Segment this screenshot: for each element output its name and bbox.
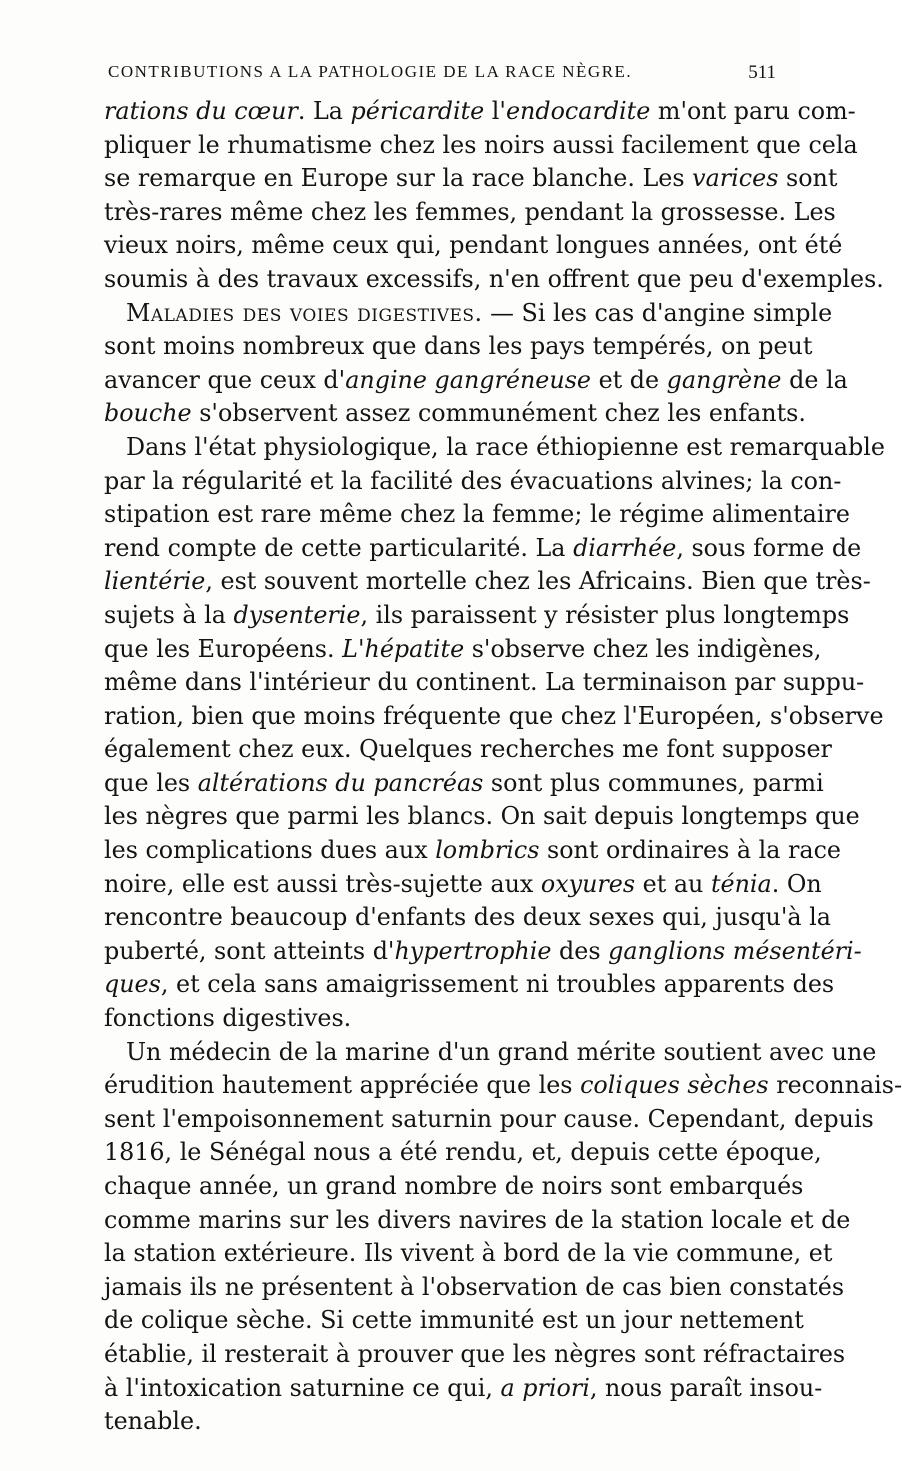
text-run: sont moins nombreux que dans les pays tempérés, on peut <box>104 332 813 361</box>
italic-term: ques <box>104 970 161 999</box>
text-line <box>104 868 822 902</box>
text-line <box>104 1204 851 1238</box>
text-run: soumis à des travaux excessifs, n'en offrent que peu d'exemples. <box>104 264 884 293</box>
text-line <box>104 1338 846 1372</box>
text-run: tenable. <box>104 1407 202 1436</box>
text-run: , sous forme de <box>676 533 862 562</box>
text-run: des <box>551 936 609 965</box>
text-line <box>104 129 858 163</box>
italic-term: lombrics <box>435 836 540 865</box>
text-run: très-rares même chez les femmes, pendant la grossesse. Les <box>104 197 836 226</box>
text-run: les nègres que parmi les blancs. On sait depuis longtemps que <box>104 802 860 831</box>
text-run: — Si les cas d'angine simple <box>482 298 833 327</box>
text-run: Un médecin de la marine d'un grand mérite soutient avec une <box>126 1037 877 1066</box>
text-line <box>104 968 835 1002</box>
text-run: reconnais- <box>768 1071 902 1100</box>
text-run: sont ordinaires à la race <box>539 836 842 865</box>
text-run: que les <box>104 768 198 797</box>
text-run: jamais ils ne présentent à l'observation de cas bien constatés <box>104 1272 845 1301</box>
italic-term: ténia <box>710 869 772 898</box>
text-run: sont <box>778 164 838 193</box>
text-run: , est souvent mortelle chez les Africains. Bien que très- <box>205 567 871 596</box>
text-line <box>104 330 813 364</box>
text-run: également chez eux. Quelques recherches me font supposer <box>104 735 832 764</box>
text-run: , nous paraît insou- <box>589 1373 823 1402</box>
text-line <box>104 498 850 532</box>
italic-term: coliques sèches <box>580 1071 769 1100</box>
text-run: Dans l'état physiologique, la race éthiopienne est remarquable <box>126 432 885 461</box>
italic-term: endocardite <box>505 97 651 125</box>
italic-term: ganglions mésentéri- <box>608 936 862 965</box>
italic-term: varices <box>692 164 779 193</box>
italic-term: bouche <box>104 399 192 428</box>
text-line <box>104 767 824 801</box>
italic-term: altérations du pancréas <box>197 768 484 797</box>
text-line <box>104 162 838 196</box>
text-line <box>104 800 860 834</box>
text-line <box>104 935 862 969</box>
text-run: rencontre beaucoup d'enfants des deux sexes qui, jusqu'à la <box>104 903 831 932</box>
text-line <box>104 297 833 331</box>
running-head-title: CONTRIBUTIONS A LA PATHOLOGIE DE LA RACE NÈGRE. <box>108 62 633 81</box>
text-run: . On <box>771 869 822 898</box>
text-run: s'observe chez les indigènes, <box>464 634 822 663</box>
section-heading: Maladies des voies digestives. <box>126 298 483 327</box>
text-run: vieux noirs, même ceux qui, pendant longues années, ont été <box>104 231 843 260</box>
italic-term: péricardite <box>350 97 485 125</box>
text-run: l' <box>484 97 506 125</box>
text-line <box>104 1170 804 1204</box>
text-line <box>104 1405 772 1439</box>
running-head <box>108 62 776 88</box>
italic-term: lientérie <box>104 567 206 596</box>
text-line <box>104 431 885 465</box>
text-run: sent l'empoisonnement saturnin pour cause. Cependant, depuis <box>104 1104 874 1133</box>
text-run: rend compte de cette particularité. La <box>104 533 574 562</box>
text-run: stipation est rare même chez la femme; le régime alimentaire <box>104 500 850 529</box>
text-run: s'observent assez communément chez les enfants. <box>191 399 806 428</box>
text-run: de colique sèche. Si cette immunité est un jour nettement <box>104 1306 804 1335</box>
text-run: puberté, sont atteints d' <box>104 936 395 965</box>
italic-term: gangrène <box>666 365 782 394</box>
text-line <box>104 1036 877 1070</box>
page-number: 511 <box>748 62 776 83</box>
italic-term: hypertrophie <box>394 936 552 965</box>
text-run: ration, bien que moins fréquente que chez l'Européen, s'observe <box>104 701 884 730</box>
italic-term: L'hépatite <box>342 634 465 663</box>
italic-term: oxyures <box>540 869 636 898</box>
text-line <box>104 1271 845 1305</box>
text-run: érudition hautement appréciée que les <box>104 1071 581 1100</box>
text-line <box>104 733 832 767</box>
text-line <box>104 1304 804 1338</box>
text-run: pliquer le rhumatisme chez les noirs aussi facilement que cela <box>104 130 858 159</box>
italic-term: dysenterie <box>233 600 361 629</box>
text-line <box>104 1136 822 1170</box>
text-run: , et cela sans amaigrissement ni troubles apparents des <box>160 970 835 999</box>
text-run: que les Européens. <box>104 634 343 663</box>
text-line <box>104 666 865 700</box>
text-line <box>104 565 871 599</box>
text-line <box>104 1237 833 1271</box>
text-line <box>104 1069 902 1103</box>
text-line <box>104 364 848 398</box>
text-line <box>104 1103 874 1137</box>
text-run: fonctions digestives. <box>104 1004 352 1033</box>
text-line <box>104 263 884 297</box>
text-line <box>104 599 850 633</box>
text-run: chaque année, un grand nombre de noirs sont embarqués <box>104 1172 804 1200</box>
text-run: établie, il resterait à prouver que les nègres sont réfractaires <box>104 1339 846 1368</box>
italic-term: angine gangréneuse <box>345 365 592 394</box>
text-run: et de <box>591 365 667 394</box>
text-run: à l'intoxication saturnine ce qui, <box>104 1373 501 1402</box>
text-line <box>104 465 842 499</box>
text-run: . La <box>297 97 351 125</box>
italic-term: rations du cœur <box>104 97 298 125</box>
text-run: m'ont paru com- <box>650 97 856 125</box>
text-run: et au <box>635 869 711 898</box>
text-line <box>104 633 822 667</box>
text-run: comme marins sur les divers navires de la station locale et de <box>104 1205 851 1234</box>
italic-term: diarrhée <box>573 533 677 562</box>
text-line <box>104 532 862 566</box>
text-line <box>104 95 856 129</box>
text-run: avancer que ceux d' <box>104 365 346 394</box>
text-line <box>104 397 806 431</box>
text-run: 1816, le Sénégal nous a été rendu, et, depuis cette époque, <box>104 1138 822 1167</box>
text-line <box>104 229 843 263</box>
text-line <box>104 700 884 734</box>
text-run: sujets à la <box>104 600 234 629</box>
text-line <box>104 901 831 935</box>
text-line <box>104 1372 823 1406</box>
text-run: même dans l'intérieur du continent. La terminaison par suppu- <box>104 668 865 697</box>
text-line <box>104 1002 772 1036</box>
text-run: noire, elle est aussi très-sujette aux <box>104 869 541 898</box>
text-run: par la régularité et la facilité des évacuations alvines; la con- <box>104 466 842 495</box>
italic-term: a priori <box>500 1373 590 1402</box>
text-line <box>104 834 842 868</box>
text-line <box>104 196 836 230</box>
body-text <box>104 95 902 1439</box>
text-run: la station extérieure. Ils vivent à bord de la vie commune, et <box>104 1239 833 1268</box>
text-run: , ils paraissent y résister plus longtemps <box>360 600 850 629</box>
text-run: de la <box>781 365 848 394</box>
text-run: les complications dues aux <box>104 836 436 865</box>
text-run: se remarque en Europe sur la race blanche. Les <box>104 164 693 193</box>
text-run: sont plus communes, parmi <box>483 768 824 797</box>
